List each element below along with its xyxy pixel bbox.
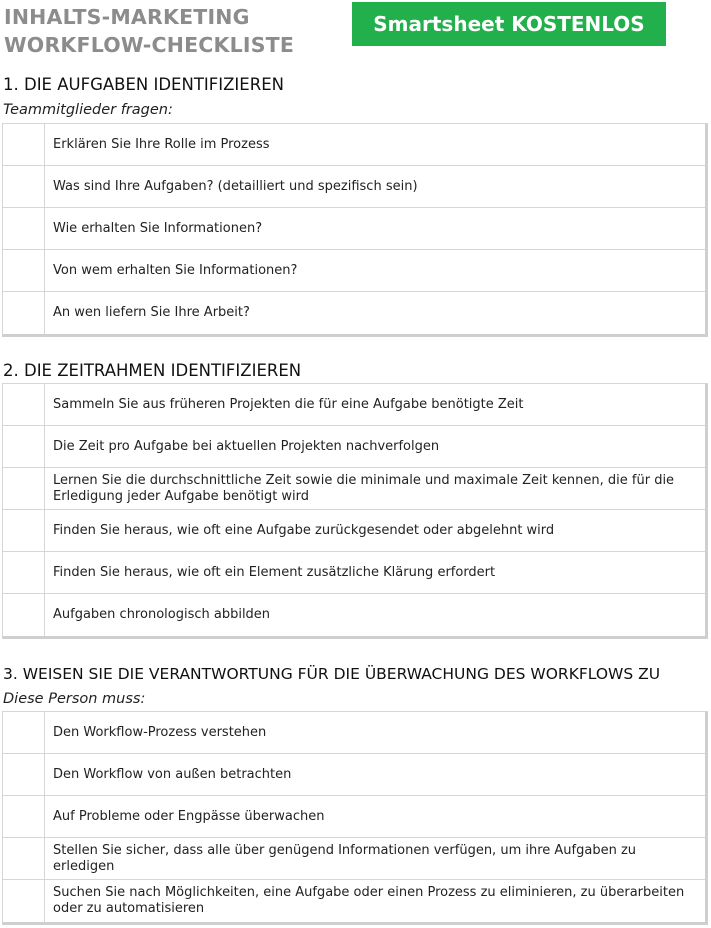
- task-checkbox[interactable]: [3, 250, 45, 291]
- task-checkbox[interactable]: [3, 796, 45, 837]
- task-checkbox[interactable]: [3, 292, 45, 334]
- task-checkbox[interactable]: [3, 426, 45, 467]
- task-label: Die Zeit pro Aufgabe bei aktuellen Projekten nachverfolgen: [53, 438, 440, 454]
- checklist-row: [3, 712, 705, 754]
- task-checkbox[interactable]: [3, 712, 45, 753]
- checklist-row: [3, 838, 705, 880]
- task-label: Finden Sie heraus, wie oft ein Element zusätzliche Klärung erfordert: [53, 564, 496, 580]
- task-checkbox[interactable]: [3, 552, 45, 593]
- section-3-subtitle: Diese Person muss:: [3, 691, 146, 707]
- checklist-section-1: [2, 123, 708, 337]
- task-label: Suchen Sie nach Möglichkeiten, eine Aufgabe oder einen Prozess zu eliminieren, zu überarbeiten oder zu automatisieren: [53, 885, 685, 916]
- checklist-row: [3, 880, 705, 922]
- task-label: Auf Probleme oder Engpässe überwachen: [53, 808, 325, 824]
- smartsheet-free-button[interactable]: Smartsheet KOSTENLOS: [352, 2, 666, 46]
- task-checkbox[interactable]: [3, 468, 45, 509]
- task-checkbox[interactable]: [3, 754, 45, 795]
- checklist-row: [3, 754, 705, 796]
- checklist-row: [3, 510, 705, 552]
- checklist-row: [3, 124, 705, 166]
- checklist-row: [3, 796, 705, 838]
- page-title-line-2: WORKFLOW-CHECKLISTE: [4, 33, 295, 57]
- task-label: Wie erhalten Sie Informationen?: [53, 220, 263, 236]
- task-label: Von wem erhalten Sie Informationen?: [53, 262, 298, 278]
- task-label: Lernen Sie die durchschnittliche Zeit sowie die minimale und maximale Zeit kennen, die für die Erledigung jeder Aufgabe benötigt wird: [53, 472, 675, 504]
- task-label: Stellen Sie sicher, dass alle über genügend Informationen verfügen, um ihre Aufgaben zu erledigen: [53, 842, 637, 874]
- checklist-section-3: [2, 711, 708, 925]
- task-label: Den Workflow von außen betrachten: [53, 766, 292, 782]
- task-checkbox[interactable]: [3, 208, 45, 249]
- section-3-title: 3. WEISEN SIE DIE VERANTWORTUNG FÜR DIE ÜBERWACHUNG DES WORKFLOWS ZU: [3, 665, 661, 683]
- checklist-row: [3, 426, 705, 468]
- page-title: [4, 3, 294, 59]
- task-checkbox[interactable]: [3, 124, 45, 165]
- task-checkbox[interactable]: [3, 166, 45, 207]
- page-title-line-1: INHALTS-MARKETING: [4, 5, 250, 29]
- checklist-row: [3, 552, 705, 594]
- checklist-row: [3, 594, 705, 636]
- section-1-title: 1. DIE AUFGABEN IDENTIFIZIEREN: [3, 75, 284, 94]
- section-2-title: 2. DIE ZEITRAHMEN IDENTIFIZIEREN: [3, 361, 302, 380]
- task-checkbox[interactable]: [3, 880, 45, 922]
- task-checkbox[interactable]: [3, 838, 45, 879]
- task-checkbox[interactable]: [3, 510, 45, 551]
- checklist-row: [3, 208, 705, 250]
- task-label: Aufgaben chronologisch abbilden: [53, 607, 271, 622]
- task-label: Erklären Sie Ihre Rolle im Prozess: [53, 136, 270, 152]
- checklist-row: [3, 468, 705, 510]
- checklist-section-2: [2, 383, 708, 639]
- task-checkbox[interactable]: [3, 384, 45, 425]
- checklist-row: [3, 384, 705, 426]
- task-checkbox[interactable]: [3, 594, 45, 636]
- task-label: Sammeln Sie aus früheren Projekten die für eine Aufgabe benötigte Zeit: [53, 396, 524, 412]
- task-label: Den Workflow-Prozess verstehen: [53, 724, 267, 740]
- checklist-row: [3, 250, 705, 292]
- checklist-row: [3, 166, 705, 208]
- checklist-row: [3, 292, 705, 334]
- task-label: An wen liefern Sie Ihre Arbeit?: [53, 305, 250, 320]
- task-label: Finden Sie heraus, wie oft eine Aufgabe zurückgesendet oder abgelehnt wird: [53, 522, 555, 538]
- section-1-subtitle: Teammitglieder fragen:: [3, 102, 173, 118]
- task-label: Was sind Ihre Aufgaben? (detailliert und spezifisch sein): [53, 178, 418, 194]
